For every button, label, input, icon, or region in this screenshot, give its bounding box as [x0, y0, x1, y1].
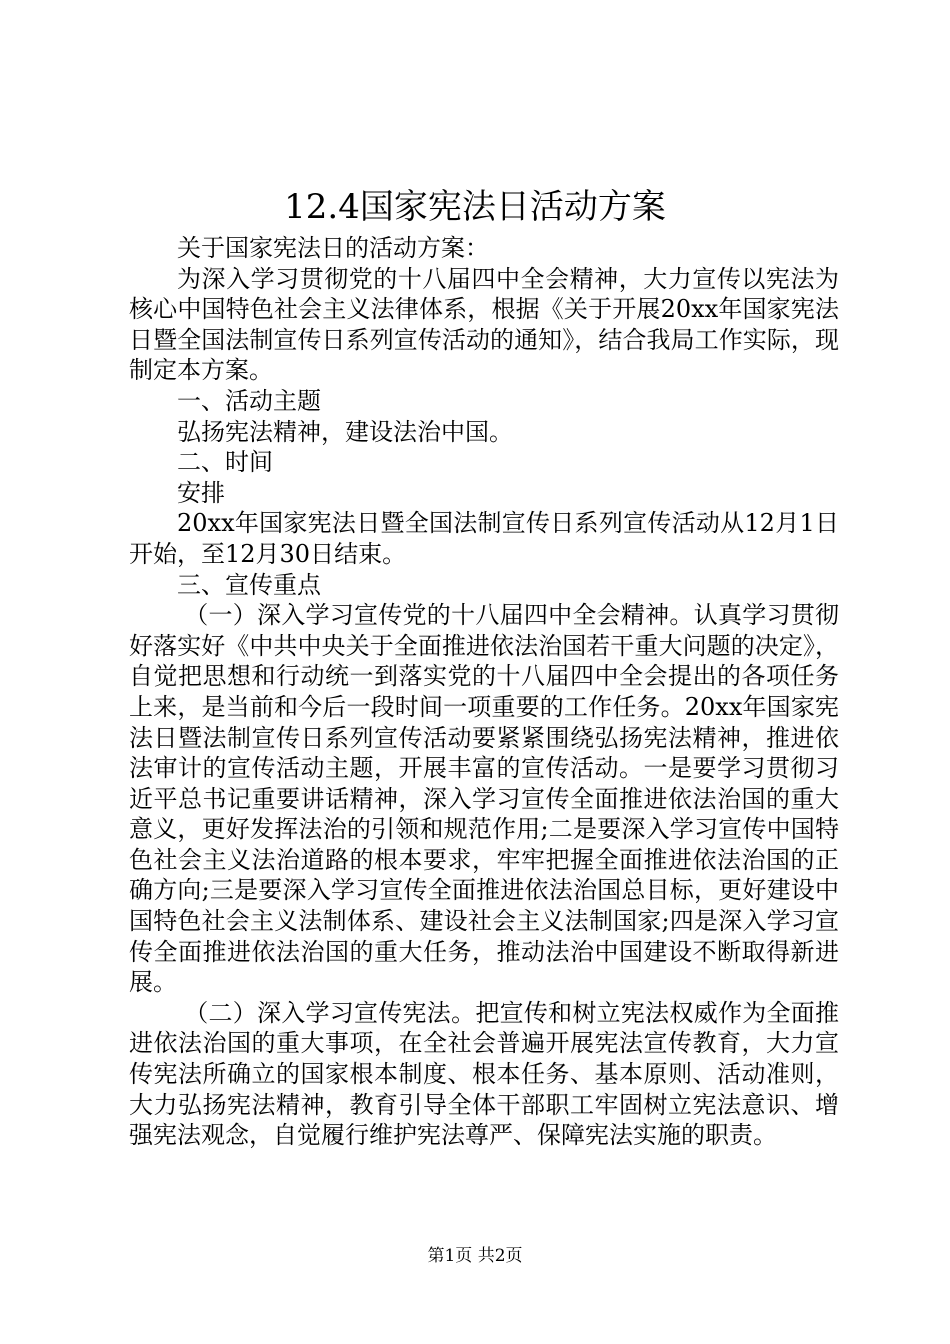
section-heading-time: 二、时间: [177, 448, 273, 477]
arrangement-label: 安排: [177, 478, 225, 507]
theme-text: 弘扬宪法精神，建设法治中国。: [177, 417, 513, 446]
focus-item-2: （二）深入学习宣传宪法。把宣传和树立宪法权威作为全面推进依法治国的重大事项，在全社会普遍开展宪法宣传教育，大力宣传宪法所确立的国家根本制度、根本任务、基本原则、活动准则，大力弘扬宪法精神，教育引导全体干部职工牢固树立宪法意识、增强宪法观念，自觉履行维护宪法尊严、保障宪法实施的职责。: [129, 998, 839, 1150]
purpose-paragraph: 为深入学习贯彻党的十八届四中全会精神，大力宣传以宪法为核心中国特色社会主义法律体系，根据《关于开展20xx年国家宪法日暨全国法制宣传日系列宣传活动的通知》，结合我局工作实际，现制定本方案。: [129, 264, 839, 385]
schedule-paragraph: 20xx年国家宪法日暨全国法制宣传日系列宣传活动从12月1日开始，至12月30日结束。: [129, 509, 839, 568]
document-body: [129, 233, 839, 1151]
section-heading-theme: 一、活动主题: [177, 386, 321, 415]
document-title: 12.4国家宪法日活动方案: [284, 187, 666, 227]
intro-line: 关于国家宪法日的活动方案：: [177, 234, 489, 262]
page-footer: 第1页 共2页: [427, 1246, 523, 1266]
section-heading-focus: 三、宣传重点: [177, 570, 321, 599]
focus-item-1: （一）深入学习宣传党的十八届四中全会精神。认真学习贯彻好落实好《中共中央关于全面推进依法治国若干重大问题的决定》，自觉把思想和行动统一到落实党的十八届四中全会提出的各项任务上来，是当前和今后一段时间一项重要的工作任务。20xx年国家宪法日暨法制宣传日系列宣传活动要紧紧围绕弘扬宪法精神，推进依法审计的宣传活动主题，开展丰富的宣传活动。一是要学习贯彻习近平总书记重要讲话精神，深入学习宣传全面推进依法治国的重大意义，更好发挥法治的引领和规范作用;二是要深入学习宣传中国特色社会主义法治道路的根本要求，牢牢把握全面推进依法治国的正确方向;三是要深入学习宣传全面推进依法治国总目标，更好建设中国特色社会主义法制体系、建设社会主义法制国家;四是深入学习宣传全面推进依法治国的重大任务，推动法治中国建设不断取得新进展。: [129, 601, 839, 997]
